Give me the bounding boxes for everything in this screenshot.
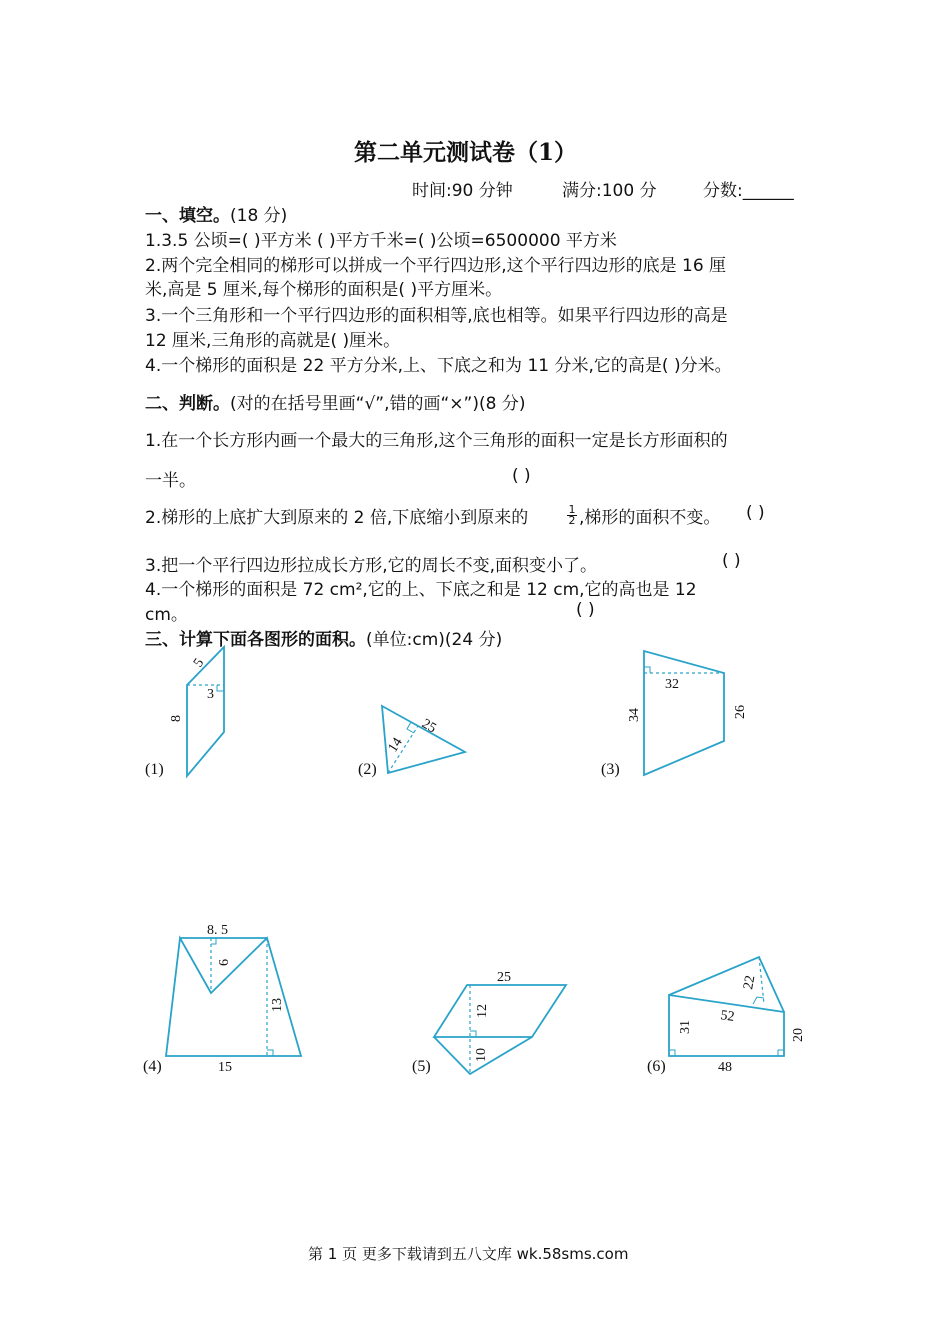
s1-question-2-line1: 2.两个完全相同的梯形可以拼成一个平行四边形,这个平行四边形的底是 16 厘: [145, 256, 727, 276]
section1-title: 一、填空。: [145, 206, 230, 226]
fraction-denominator: 2: [568, 514, 576, 527]
fig3-dim-26: 26: [733, 705, 748, 719]
figure-5-composite: [434, 985, 566, 1074]
fig1-dim-3: 3: [207, 687, 214, 702]
s2-question-2-post: ,梯形的面积不变。: [579, 508, 721, 528]
fig2-dim-14: 14: [385, 735, 406, 756]
s2-answer-paren-1[interactable]: ( ): [512, 466, 531, 486]
fig6-dim-31: 31: [678, 1020, 693, 1034]
fig5-dim-10: 10: [474, 1048, 489, 1062]
fig6-dim-52: 52: [719, 1008, 736, 1025]
fig3-dim-32: 32: [665, 677, 679, 692]
s2-question-1-line1: 1.在一个长方形内画一个最大的三角形,这个三角形的面积一定是长方形面积的: [145, 431, 728, 451]
fig5-dim-25: 25: [497, 970, 511, 985]
fig2-dim-25: 25: [419, 716, 439, 737]
s2-question-4-line1: 4.一个梯形的面积是 72 cm²,它的上、下底之和是 12 cm,它的高也是 12: [145, 580, 697, 600]
fraction-numerator: 1: [568, 503, 576, 516]
section2-points: (对的在括号里画“√”,错的画“×”)(8 分): [230, 394, 526, 414]
fig6-dim-48: 48: [718, 1060, 732, 1075]
s2-question-3: 3.把一个平行四边形拉成长方形,它的周长不变,面积变小了。: [145, 556, 598, 576]
time-limit: 时间:90 分钟: [412, 181, 513, 201]
score-field: 分数:______: [703, 181, 794, 201]
fig5-dim-12: 12: [475, 1004, 490, 1018]
fig4-dim-15: 15: [218, 1060, 232, 1075]
s1-question-3-line2: 12 厘米,三角形的高就是( )厘米。: [145, 331, 401, 351]
s2-question-4-line2: cm。: [145, 605, 188, 625]
figure-1-label: (1): [145, 761, 164, 778]
section3-title: 三、计算下面各图形的面积。: [145, 630, 366, 650]
fig6-dim-20: 20: [791, 1028, 806, 1042]
fig1-dim-8: 8: [169, 715, 184, 722]
figure-3-trapezoid: [644, 651, 724, 775]
s1-question-2-line2: 米,高是 5 厘米,每个梯形的面积是( )平方厘米。: [145, 280, 503, 300]
page-title: 第二单元测试卷（1）: [354, 139, 578, 166]
fig4-dim-13: 13: [270, 998, 285, 1012]
section3-points: (单位:cm)(24 分): [366, 630, 503, 650]
s2-question-2-pre: 2.梯形的上底扩大到原来的 2 倍,下底缩小到原来的: [145, 508, 529, 528]
page-footer: 第 1 页 更多下载请到五八文库 wk.58sms.com: [308, 1245, 629, 1263]
section1-points: (18 分): [230, 206, 288, 226]
s1-question-3-line1: 3.一个三角形和一个平行四边形的面积相等,底也相等。如果平行四边形的高是: [145, 306, 728, 326]
fig6-dim-22: 22: [741, 974, 759, 991]
s2-answer-paren-4[interactable]: ( ): [576, 600, 595, 620]
full-score: 满分:100 分: [562, 181, 657, 201]
figure-6-composite: [669, 957, 784, 1056]
fig3-dim-34: 34: [627, 708, 642, 722]
fig4-dim-6: 6: [217, 959, 232, 966]
figure-6-label: (6): [647, 1058, 666, 1075]
s2-answer-paren-3[interactable]: ( ): [722, 551, 741, 571]
figure-3-label: (3): [601, 761, 620, 778]
s1-question-4: 4.一个梯形的面积是 22 平方分米,上、下底之和为 11 分米,它的高是( )分米。: [145, 356, 732, 376]
fig4-dim-8-5: 8. 5: [207, 923, 228, 938]
figure-4-label: (4): [143, 1058, 162, 1075]
s2-question-1-line2: 一半。: [145, 471, 196, 491]
s2-answer-paren-2[interactable]: ( ): [746, 503, 765, 523]
s1-question-1: 1.3.5 公顷=( )平方米 ( )平方千米=( )公顷=6500000 平方米: [145, 231, 617, 251]
figure-2-label: (2): [358, 761, 377, 778]
section2-title: 二、判断。: [145, 394, 230, 414]
figure-5-label: (5): [412, 1058, 431, 1075]
fig1-dim-5: 5: [190, 655, 208, 671]
figure-4-composite: [166, 938, 301, 1056]
